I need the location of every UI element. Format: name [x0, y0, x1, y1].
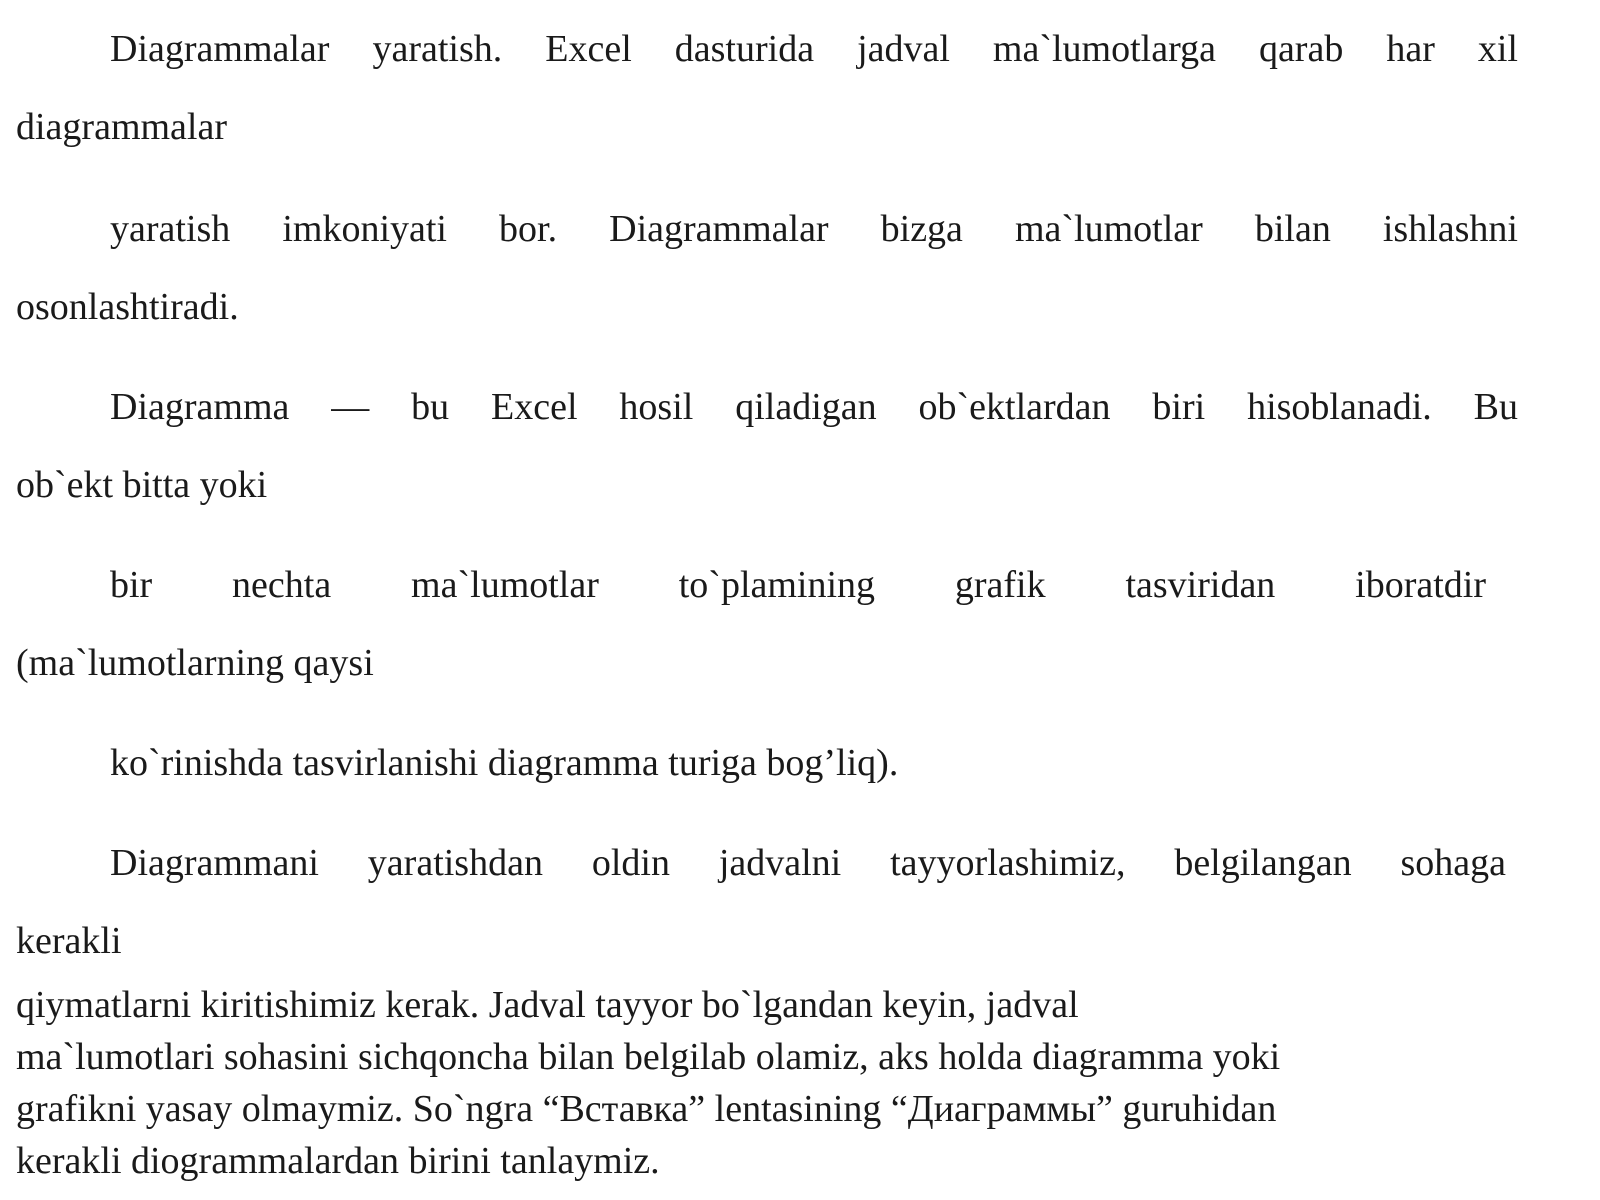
- paragraph-2-second-line: osonlashtiradi.: [16, 286, 239, 328]
- final-block-line-1: qiymatlarni kiritishimiz kerak. Jadval tayyor bo`lgandan keyin, jadval: [16, 984, 1079, 1026]
- paragraph-3-first-line: Diagramma — bu Excel hosil qiladigan ob`ektlardan biri hisoblanadi. Bu: [110, 386, 1518, 428]
- paragraph-6-first-line: Diagrammani yaratishdan oldin jadvalni tayyorlashimiz, belgilangan sohaga: [110, 842, 1506, 884]
- paragraph-1-second-line: diagrammalar: [16, 106, 228, 148]
- paragraph-4-second-line: (ma`lumotlarning qaysi: [16, 642, 374, 684]
- final-block-line-2: ma`lumotlari sohasini sichqoncha bilan belgilab olamiz, aks holda diagramma yoki: [16, 1036, 1281, 1078]
- final-block-line-3: grafikni yasay olmaymiz. So`ngra “Вставка” lentasining “Диаграммы” guruhidan: [16, 1088, 1277, 1130]
- paragraph-6-second-line: kerakli: [16, 920, 122, 962]
- paragraph-2-first-line: yaratish imkoniyati bor. Diagrammalar bizga ma`lumotlar bilan ishlashni: [110, 208, 1518, 250]
- paragraph-3-second-line: ob`ekt bitta yoki: [16, 464, 268, 506]
- paragraph-4-first-line: bir nechta ma`lumotlar to`plamining grafik tasviridan iboratdir: [110, 564, 1486, 606]
- paragraph-1-first-line: Diagrammalar yaratish. Excel dasturida jadval ma`lumotlarga qarab har xil: [110, 28, 1518, 70]
- final-block-line-4: kerakli diogrammalardan birini tanlaymiz.: [16, 1140, 660, 1182]
- paragraph-5-line: ko`rinishda tasvirlanishi diagramma turiga bog’liq).: [110, 742, 899, 784]
